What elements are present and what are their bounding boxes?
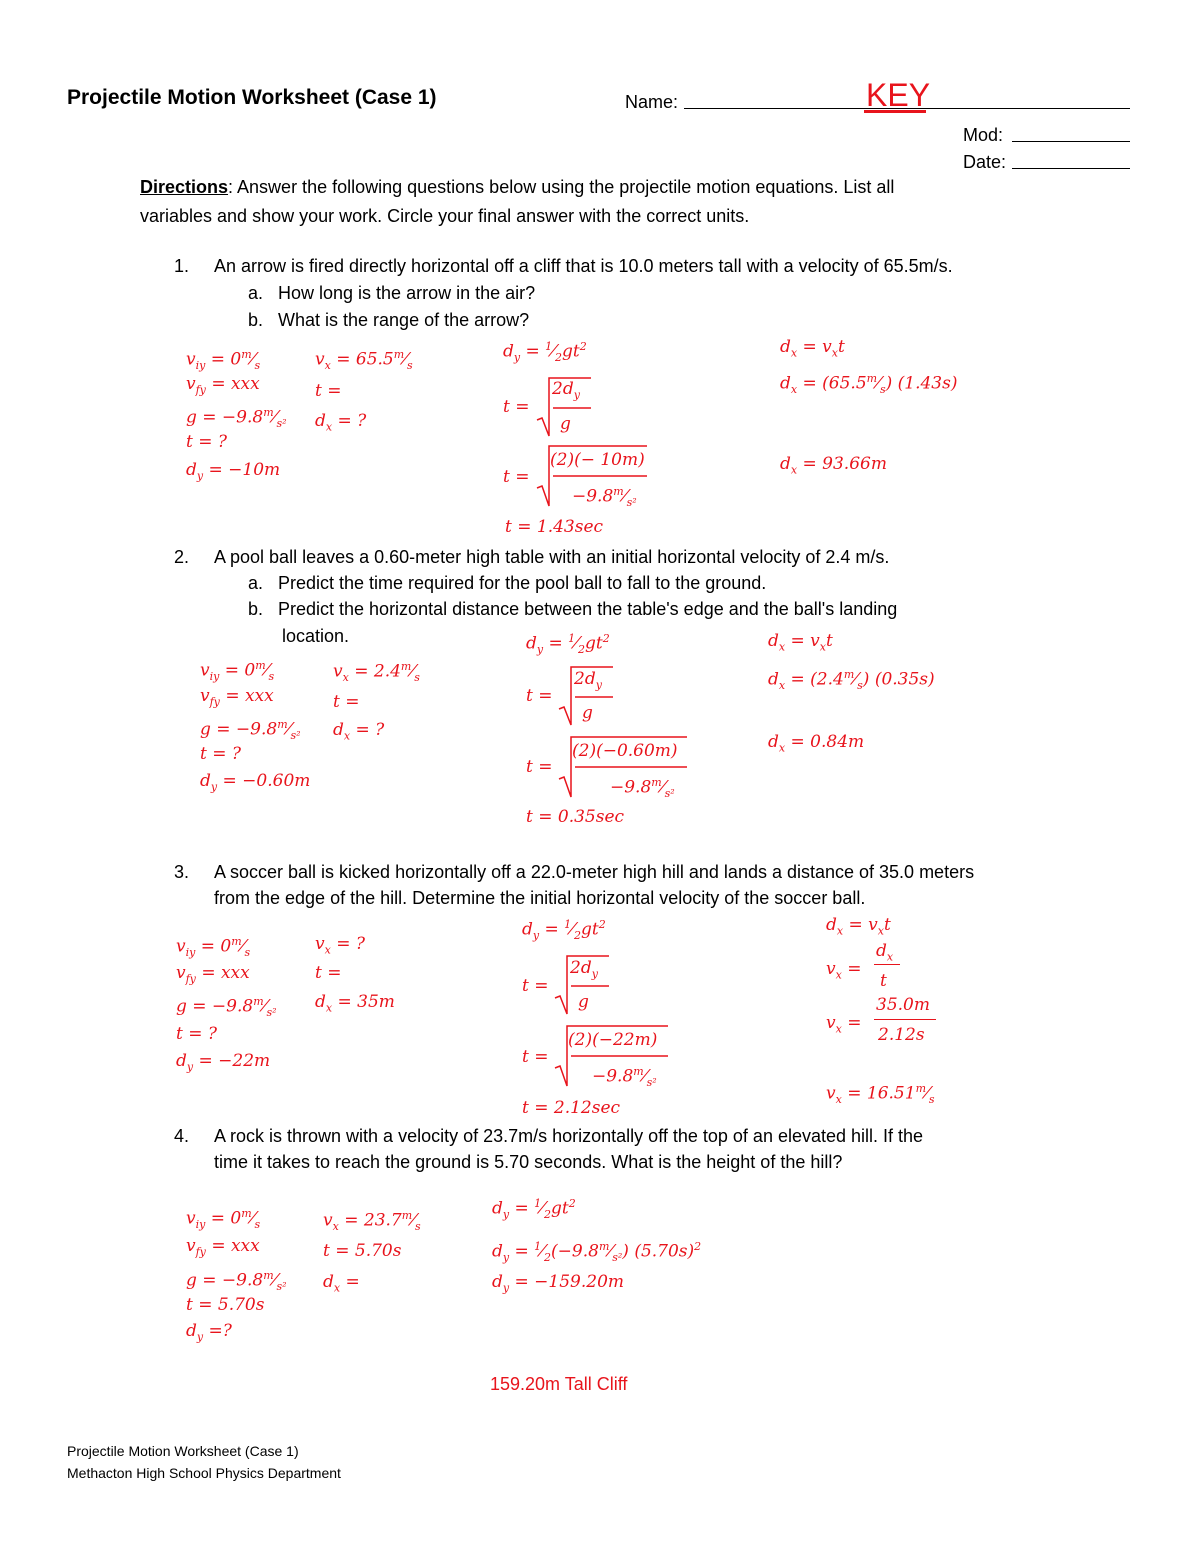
question-3-cont: from the edge of the hill. Determine the initial horizontal velocity of the soccer ball. [214, 888, 866, 908]
question-text: A rock is thrown with a velocity of 23.7m/s horizontally off the top of an elevated hill. If the [214, 1126, 924, 1146]
q2-vfy: $v_{fy}$ = xxx [200, 686, 274, 709]
q1-part-b [248, 309, 529, 331]
q2-part-a [248, 572, 766, 594]
q3-sqrt-1-den: g [578, 992, 589, 1012]
q1-dy: $d_y = -10m$ [186, 460, 281, 483]
footer-department: Methacton High School Physics Department [67, 1465, 341, 1481]
q1-g: $g = -9.8^m⁄_{s^2}$ [186, 406, 287, 431]
q2-t: t = ? [200, 744, 241, 764]
q3-frac-bar-1 [874, 964, 900, 965]
q4-viy: $v_{iy}$ = $0^m⁄_s$ [186, 1207, 261, 1232]
q1-part-a [248, 282, 535, 304]
mod-field[interactable] [1012, 141, 1130, 142]
q4-dx: $d_x$ = [323, 1272, 360, 1295]
q3-g: $g = -9.8^m⁄_{s^2}$ [176, 995, 277, 1020]
q3-vx-eq: $v_x$ = [826, 959, 862, 982]
q3-vx-result: $v_x$ = $16.51^m⁄_s$ [826, 1082, 935, 1107]
question-number: 4. [174, 1126, 190, 1146]
q3-frac-bar-2 [874, 1019, 936, 1020]
q1-viy: $v_{iy}$ = $0^m⁄_s$ [186, 348, 261, 373]
q2-eq-dy: $d_y$ = $^1⁄_2gt^2$ [526, 632, 610, 657]
q4-dy: $d_y$ =? [186, 1321, 232, 1344]
q4-vx: $v_x$ = $23.7^m⁄_s$ [323, 1209, 421, 1234]
question-text: A soccer ball is kicked horizontally off a 22.0-meter high hill and lands a distance of 35.0 meters [214, 862, 975, 882]
q3-frac-den: 2.12s [878, 1025, 925, 1045]
q1-vfy: $v_{fy}$ = xxx [186, 374, 260, 397]
q4-g: $g = -9.8^m⁄_{s^2}$ [186, 1269, 287, 1294]
q4-t: t = 5.70s [186, 1295, 265, 1315]
q3-sqrt-2-num: (2)(−22m) [568, 1030, 658, 1050]
part-text: Predict the time required for the pool ball to fall to the ground. [278, 573, 767, 593]
q2-vx: $v_x$ = $2.4^m⁄_s$ [333, 660, 420, 685]
part-text: Predict the horizontal distance between the table's edge and the ball's landing [278, 599, 898, 619]
directions-line-1 [140, 176, 894, 198]
q1-sqrt-2-den: $-9.8^m⁄_{s^2}$ [572, 485, 637, 510]
date-field[interactable] [1012, 168, 1130, 169]
q2-dx-result: $d_x = 0.84m$ [768, 732, 865, 755]
date-label: Date: [963, 152, 1007, 172]
q3-eq-t-2: t = [522, 1047, 549, 1067]
q3-eq-t: t = [522, 976, 549, 996]
q4-eq-dy: $d_y$ = $^1⁄_2gt^2$ [492, 1197, 576, 1222]
q1-dx-sub: $d_x$ = $(65.5^m⁄_s)$ (1.43s) [780, 372, 958, 397]
q1-eq-t-2: t = [503, 467, 530, 487]
question-number: 3. [174, 862, 190, 882]
directions-line-2: variables and show your work. Circle your final answer with the correct units. [140, 206, 750, 226]
part-label: a. [248, 283, 264, 303]
q3-vfy: $v_{fy}$ = xxx [176, 963, 250, 986]
q3-vx-frac-num: $d_x$ [876, 941, 894, 964]
q3-sqrt-2-den: $-9.8^m⁄_{s^2}$ [592, 1065, 657, 1090]
q4-t-val: t = 5.70s [323, 1241, 402, 1261]
part-label: b. [248, 599, 264, 619]
q3-t-result: t = 2.12sec [522, 1098, 621, 1118]
key-underline [864, 110, 926, 113]
q1-t: t = ? [186, 432, 227, 452]
q1-sqrt-1-den: g [560, 414, 571, 434]
q1-t-result: t = 1.43sec [505, 517, 604, 537]
question-text: An arrow is fired directly horizontal off a cliff that is 10.0 meters tall with a velocity of 65.5m/s. [214, 256, 953, 276]
footer-title: Projectile Motion Worksheet (Case 1) [67, 1443, 299, 1459]
q1-eq-dy: $d_y$ = $^1⁄_2gt^2$ [503, 340, 587, 365]
question-text: A pool ball leaves a 0.60-meter high table with an initial horizontal velocity of 2.4 m/s. [214, 547, 890, 567]
q3-vx-frac-den: t [880, 971, 887, 991]
part-text: How long is the arrow in the air? [278, 283, 536, 303]
question-3 [174, 861, 974, 883]
q1-sqrt-2-num: (2)(− 10m) [550, 450, 645, 470]
q2-viy: $v_{iy}$ = $0^m⁄_s$ [200, 659, 275, 684]
part-label: a. [248, 573, 264, 593]
question-4 [174, 1125, 923, 1147]
q2-dx-sub: $d_x$ = $(2.4^m⁄_s)$ (0.35s) [768, 668, 935, 693]
key-label: KEY [866, 77, 931, 113]
q2-eq-t-2: t = [526, 757, 553, 777]
q2-sqrt-2-num: (2)(−0.60m) [572, 741, 678, 761]
part-text: What is the range of the arrow? [278, 310, 530, 330]
q2-t-result: t = 0.35sec [526, 807, 625, 827]
q3-vx-eq-2: $v_x$ = [826, 1013, 862, 1036]
q4-dy-result: $d_y = -159.20m$ [492, 1272, 625, 1295]
q2-part-b [248, 598, 897, 620]
q2-dy: $d_y = -0.60m$ [200, 771, 311, 794]
q4-vfy: $v_{fy}$ = xxx [186, 1236, 260, 1259]
q2-sqrt-1-num: $2d_y$ [574, 669, 602, 692]
q2-dx: $d_x$ = ? [333, 720, 385, 743]
q3-dx-eq: $d_x = v_xt$ [826, 915, 891, 938]
q1-dx-eq: $d_x = v_xt$ [780, 337, 845, 360]
question-number: 2. [174, 547, 190, 567]
name-label: Name: [625, 92, 679, 112]
q3-eq-dy: $d_y$ = $^1⁄_2gt^2$ [522, 918, 606, 943]
mod-label: Mod: [963, 125, 1004, 145]
q1-eq-t: t = [503, 397, 530, 417]
question-2 [174, 546, 889, 568]
q2-sqrt-2-den: $-9.8^m⁄_{s^2}$ [610, 776, 675, 801]
q4-final-answer: 159.20m Tall Cliff [490, 1374, 628, 1394]
q2-t-blank: t = [333, 692, 360, 712]
q1-dx: $d_x$ = ? [315, 411, 367, 434]
question-number: 1. [174, 256, 190, 276]
q3-viy: $v_{iy}$ = $0^m⁄_s$ [176, 935, 251, 960]
q3-dx: $d_x = 35m$ [315, 992, 395, 1015]
q3-dy: $d_y = -22m$ [176, 1051, 271, 1074]
question-1 [174, 255, 953, 277]
q2-sqrt-1-den: g [582, 703, 593, 723]
q3-frac-num: 35.0m [876, 995, 930, 1015]
page-title: Projectile Motion Worksheet (Case 1) [67, 86, 437, 109]
directions-text: : Answer the following questions below using the projectile motion equations. List all [228, 177, 895, 197]
q1-vx: $v_x$ = $65.5^m⁄_s$ [315, 348, 413, 373]
directions-label: Directions [140, 177, 229, 197]
q3-t-blank: t = [315, 963, 342, 983]
q3-vx: $v_x$ = ? [315, 934, 365, 957]
question-4-cont: time it takes to reach the ground is 5.70 seconds. What is the height of the hill? [214, 1152, 843, 1172]
q2-part-b-cont: location. [282, 626, 350, 646]
q4-eq-dy-sub: $d_y$ = $^1⁄_2(-9.8^m⁄_{s^2})$ $(5.70s)^2$ [492, 1240, 702, 1265]
part-label: b. [248, 310, 264, 330]
q1-dx-result: $d_x = 93.66m$ [780, 454, 887, 477]
q1-sqrt-1-num: $2d_y$ [552, 379, 580, 402]
q2-g: $g = -9.8^m⁄_{s^2}$ [200, 718, 301, 743]
q1-t-blank: t = [315, 381, 342, 401]
q2-dx-eq: $d_x = v_xt$ [768, 631, 833, 654]
q3-sqrt-1-num: $2d_y$ [570, 958, 598, 981]
q2-eq-t: t = [526, 686, 553, 706]
q3-t: t = ? [176, 1024, 217, 1044]
